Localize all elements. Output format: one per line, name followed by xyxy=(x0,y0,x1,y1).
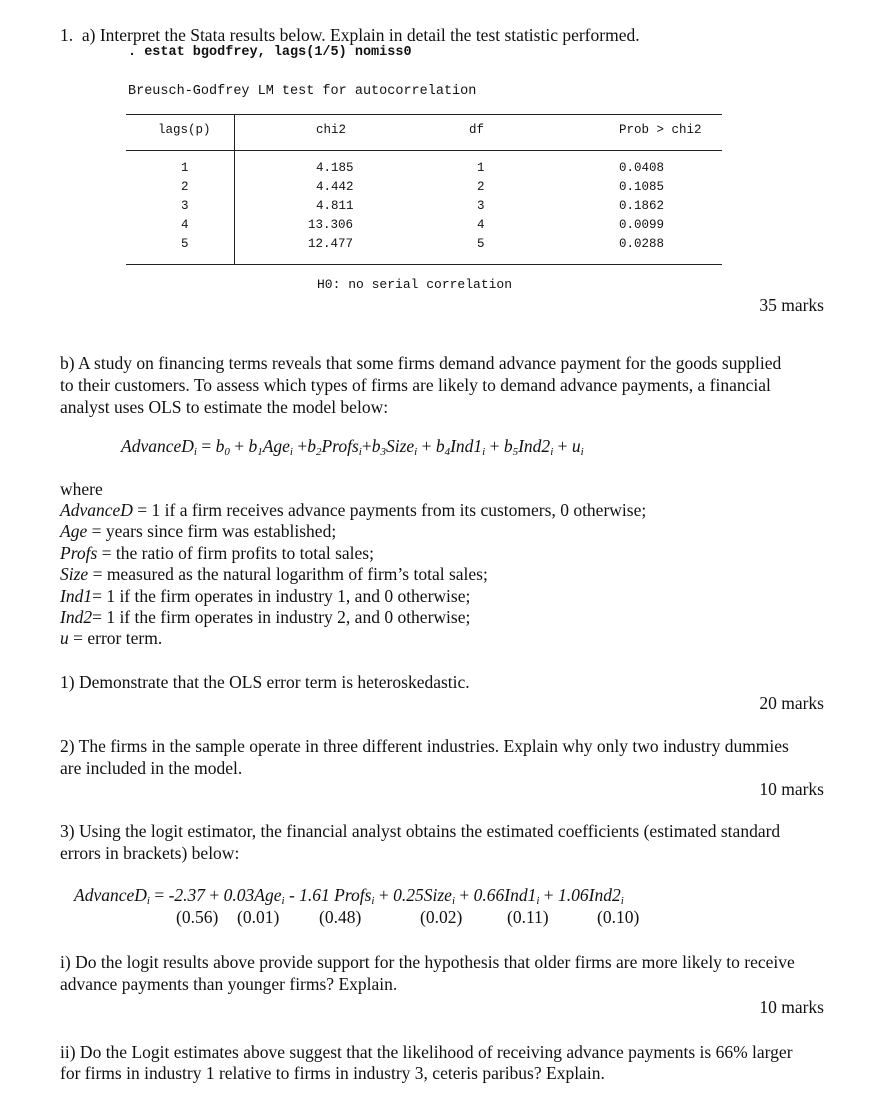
subquestion-i-line1: i) Do the logit results above provide support for the hypothesis that older firms are more likely to receive xyxy=(60,952,795,972)
cell-lag: 4 xyxy=(181,218,189,232)
table-row xyxy=(126,237,722,256)
table-bottom-rule xyxy=(126,264,722,265)
stata-test-title: Breusch-Godfrey LM test for autocorrelation xyxy=(128,84,477,99)
definition-ind2: Ind2= 1 if the firm operates in industry 2, and 0 otherwise; xyxy=(60,607,471,627)
standard-error: (0.48) xyxy=(319,907,362,927)
standard-error: (0.56) xyxy=(176,907,219,927)
definition-age: Age = years since firm was established; xyxy=(60,521,337,541)
header-lags: lags(p) xyxy=(158,123,211,137)
question-1b-line3: analyst uses OLS to estimate the model below: xyxy=(60,397,389,417)
cell-chi2: 12.477 xyxy=(308,237,354,251)
header-prob: Prob > chi2 xyxy=(619,123,702,137)
subquestion-2-line1: 2) The firms in the sample operate in three different industries. Explain why only two industry dummies xyxy=(60,736,789,756)
table-top-rule xyxy=(126,114,722,115)
question-1a-prompt xyxy=(60,24,640,46)
cell-chi2: 4.442 xyxy=(316,180,354,194)
definition-ind1: Ind1= 1 if the firm operates in industry 1, and 0 otherwise; xyxy=(60,586,471,606)
cell-lag: 1 xyxy=(181,161,189,175)
standard-error: (0.10) xyxy=(597,907,640,927)
ols-model-equation: AdvanceD$_i$ = $b_0 + b_1Age_i$ $+b_2Profs_i+b_3Size_i + b_4Ind1_i + b_5Ind2_i + u_i$ xyxy=(121,436,584,458)
cell-chi2: 4.185 xyxy=(316,161,354,175)
table-row xyxy=(126,199,722,218)
table-header-rule xyxy=(126,150,722,151)
cell-df: 2 xyxy=(477,180,485,194)
cell-lag: 2 xyxy=(181,180,189,194)
subquestion-3-line2: errors in brackets) below: xyxy=(60,843,240,863)
standard-error: (0.11) xyxy=(507,907,549,927)
cell-lag: 5 xyxy=(181,237,189,251)
definition-profs: Profs = the ratio of firm profits to total sales; xyxy=(60,543,374,563)
standard-error: (0.02) xyxy=(420,907,463,927)
cell-chi2: 4.811 xyxy=(316,199,354,213)
subquestion-ii-line2: for firms in industry 1 relative to firms in industry 3, ceteris paribus? Explain. xyxy=(60,1063,605,1083)
definition-u: u = error term. xyxy=(60,628,163,648)
cell-df: 4 xyxy=(477,218,485,232)
cell-chi2: 13.306 xyxy=(308,218,354,232)
cell-prob: 0.0288 xyxy=(619,237,665,251)
marks-1a: 35 marks xyxy=(759,295,824,315)
marks-2: 10 marks xyxy=(759,779,824,799)
question-1b-line2: to their customers. To assess which types of firms are likely to demand advance payments, a financial xyxy=(60,375,771,395)
marks-1: 20 marks xyxy=(759,693,824,713)
cell-prob: 0.0099 xyxy=(619,218,665,232)
marks-i: 10 marks xyxy=(759,997,824,1017)
cell-lag: 3 xyxy=(181,199,189,213)
definition-advanced: AdvanceD = 1 if a firm receives advance payments from its customers, 0 otherwise; xyxy=(60,500,647,520)
logit-estimated-equation: AdvanceD$_i$ = -2.37 + 0.03Age$_i$ - 1.61 Profs$_i$ + 0.25Size$_i$ + $0.66Ind1_i + 1.06Ind2_i$ xyxy=(74,885,624,907)
subquestion-2-line2: are included in the model. xyxy=(60,758,243,778)
cell-prob: 0.0408 xyxy=(619,161,665,175)
stata-command: . estat bgodfrey, lags(1/5) nomiss0 xyxy=(128,45,412,60)
cell-prob: 0.1862 xyxy=(619,199,665,213)
subquestion-1: 1) Demonstrate that the OLS error term is heteroskedastic. xyxy=(60,672,470,692)
subquestion-3-line1: 3) Using the logit estimator, the financial analyst obtains the estimated coefficients (estimated standard xyxy=(60,821,781,841)
question-number: 1. xyxy=(60,25,74,45)
cell-prob: 0.1085 xyxy=(619,180,665,194)
header-df: df xyxy=(469,123,485,137)
table-row xyxy=(126,161,722,180)
cell-df: 1 xyxy=(477,161,485,175)
header-chi2: chi2 xyxy=(316,123,347,137)
stata-results-table xyxy=(126,114,722,266)
question-1b-line1: b) A study on financing terms reveals that some firms demand advance payment for the goods supplied xyxy=(60,353,782,373)
cell-df: 3 xyxy=(477,199,485,213)
question-1a-text: a) Interpret the Stata results below. Explain in detail the test statistic performed. xyxy=(81,25,640,45)
table-row xyxy=(126,180,722,199)
null-hypothesis: H0: no serial correlation xyxy=(317,277,513,292)
where-label: where xyxy=(60,479,103,499)
definition-size: Size = measured as the natural logarithm of firm’s total sales; xyxy=(60,564,488,584)
subquestion-i-line2: advance payments than younger firms? Explain. xyxy=(60,974,398,994)
subquestion-ii-line1: ii) Do the Logit estimates above suggest that the likelihood of receiving advance payments is 66% larger xyxy=(60,1042,793,1062)
cell-df: 5 xyxy=(477,237,485,251)
standard-error: (0.01) xyxy=(237,907,280,927)
table-row xyxy=(126,218,722,237)
